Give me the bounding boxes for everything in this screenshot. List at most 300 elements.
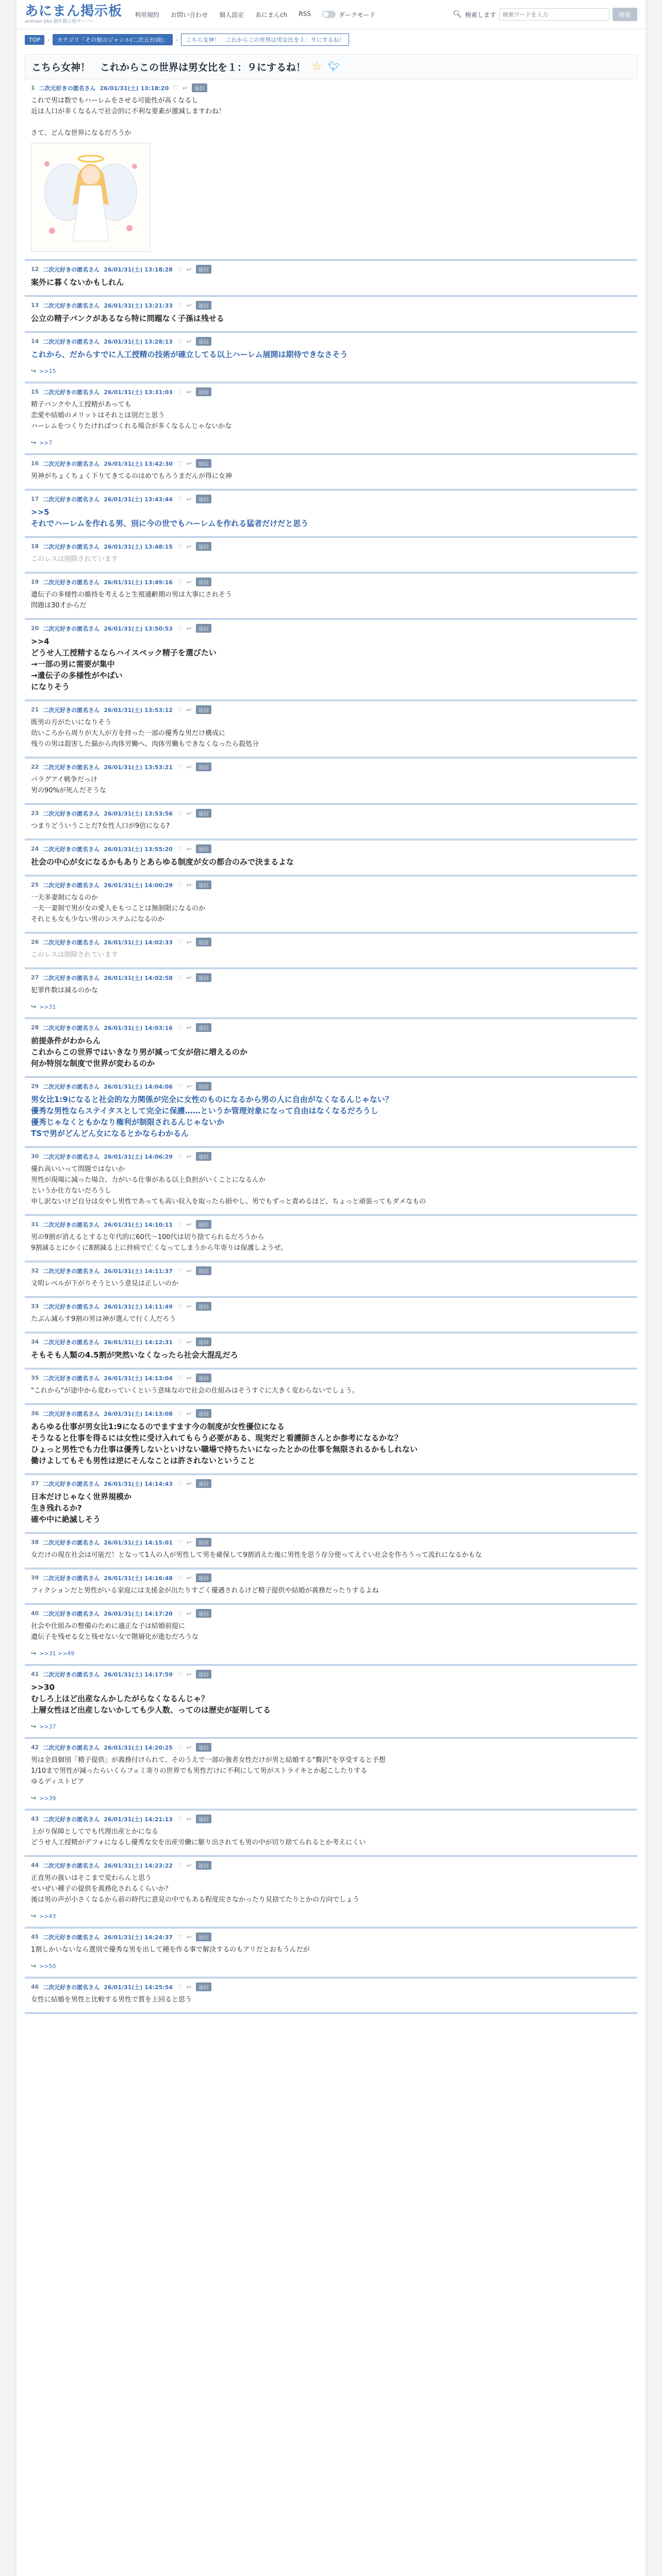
- reply-button[interactable]: 返信: [196, 1302, 211, 1311]
- reply-icon[interactable]: ↩: [186, 624, 192, 632]
- post-item: [25, 758, 637, 805]
- reply-ref-link[interactable]: >>50: [39, 1962, 56, 1970]
- post-list: [16, 79, 646, 2014]
- post-number[interactable]: 19: [31, 579, 39, 585]
- reply-button[interactable]: 返信: [196, 1023, 211, 1032]
- reply-icon[interactable]: ↩: [186, 1024, 192, 1031]
- good-icon[interactable]: ♡: [176, 265, 183, 273]
- good-icon[interactable]: ♡: [176, 1374, 183, 1382]
- reply-arrow-icon: ↪: [31, 1794, 37, 1802]
- post-number[interactable]: 42: [31, 1744, 39, 1751]
- reply-icon[interactable]: ↩: [186, 1609, 192, 1617]
- post-number[interactable]: 28: [31, 1024, 39, 1031]
- good-icon[interactable]: ♡: [176, 1267, 183, 1275]
- reply-icon[interactable]: ↩: [186, 1410, 192, 1417]
- reply-button[interactable]: 返信: [196, 1815, 211, 1823]
- reply-ref-link[interactable]: >>7: [39, 439, 53, 446]
- poster-name: 二次元好きの匿名さん: [43, 1610, 100, 1617]
- post-date: 26/01/31(土) 14:04:06: [104, 1083, 173, 1090]
- dark-mode-label: ダークモード: [338, 11, 376, 19]
- post-item: [25, 876, 637, 934]
- post-date: 26/01/31(土) 14:24:37: [104, 1934, 173, 1941]
- reply-button[interactable]: 返信: [196, 624, 211, 633]
- breadcrumb-top[interactable]: TOP: [25, 35, 44, 45]
- reply-icon[interactable]: ↩: [186, 1983, 192, 1991]
- post-meta: [31, 1409, 631, 1418]
- post-item: [25, 1928, 637, 1978]
- reply-arrow-icon: ↪: [31, 439, 37, 446]
- reply-button[interactable]: 返信: [196, 301, 211, 310]
- post-number[interactable]: 37: [31, 1480, 39, 1487]
- reply-button[interactable]: 返信: [196, 387, 211, 396]
- post-meta: [31, 459, 631, 468]
- poster-name: 二次元好きの匿名さん: [43, 1083, 100, 1090]
- post-meta: [31, 387, 631, 396]
- good-icon[interactable]: ♡: [176, 1302, 183, 1310]
- good-icon[interactable]: ♡: [176, 881, 183, 889]
- reply-icon[interactable]: ↩: [186, 578, 192, 586]
- reply-icon[interactable]: ↩: [186, 706, 192, 714]
- reply-icon[interactable]: ↩: [186, 1302, 192, 1310]
- poster-name: 二次元好きの匿名さん: [43, 1221, 100, 1228]
- post-meta: [31, 1982, 631, 1991]
- reply-icon[interactable]: ↩: [186, 1538, 192, 1546]
- post-date: 26/01/31(土) 14:11:49: [104, 1303, 173, 1310]
- post-number[interactable]: 29: [31, 1083, 39, 1090]
- good-icon[interactable]: ♡: [176, 1410, 183, 1417]
- nav-settings[interactable]: 個人設定: [219, 11, 244, 19]
- good-icon[interactable]: ♡: [176, 809, 183, 817]
- post-body: 正直男の扱いはそこまで変わらんと思う せいぜい種子の提供を義務化されるくらいか？ 後は男の声が小さくなるから前の時代に意見の中でもある程度戻さなかったり見捨てたりとかの方向でしょう: [31, 1874, 360, 1904]
- reply-button[interactable]: 返信: [196, 495, 211, 503]
- reply-icon[interactable]: ↩: [186, 1670, 192, 1678]
- post-meta: [31, 705, 631, 714]
- post-body: これから、だからすでに人工授精の技術が確立してる以上ハーレム展開は期待できなさそう: [31, 350, 348, 359]
- good-icon[interactable]: ♡: [176, 1221, 183, 1228]
- poster-name: 二次元好きの匿名さん: [43, 1267, 100, 1275]
- reply-button[interactable]: 返信: [196, 762, 211, 771]
- reply-icon[interactable]: ↩: [186, 1267, 192, 1275]
- post-date: 26/01/31(土) 14:12:31: [104, 1338, 173, 1346]
- poster-name: 二次元好きの匿名さん: [43, 1984, 100, 1991]
- reply-icon[interactable]: ↩: [186, 974, 192, 981]
- post-number[interactable]: 24: [31, 845, 39, 852]
- poster-name: 二次元好きの匿名さん: [39, 84, 96, 92]
- post-number[interactable]: 12: [31, 266, 39, 273]
- reply-icon[interactable]: ↩: [186, 1743, 192, 1751]
- reply-button[interactable]: 返信: [196, 578, 211, 586]
- dark-mode-toggle[interactable]: [322, 10, 376, 19]
- post-item: [25, 1216, 637, 1262]
- post-meta: [31, 1609, 631, 1618]
- post-number[interactable]: 15: [31, 388, 39, 395]
- post-meta: [31, 301, 631, 310]
- reply-icon[interactable]: ↩: [183, 84, 188, 92]
- post-item: [25, 840, 637, 876]
- poster-name: 二次元好きの匿名さん: [43, 338, 100, 345]
- post-meta: [31, 83, 631, 92]
- reply-button[interactable]: 返信: [196, 938, 211, 946]
- reply-button[interactable]: 返信: [196, 337, 211, 346]
- nav-animanch[interactable]: あにまんch: [255, 11, 288, 19]
- post-body: このレスは削除されています: [31, 555, 118, 563]
- reply-ref-link[interactable]: >>43: [39, 1912, 56, 1920]
- reply-arrow-icon: ↪: [31, 367, 37, 375]
- post-item: [25, 1333, 637, 1369]
- post-number[interactable]: 30: [31, 1153, 39, 1160]
- breadcrumb-thread[interactable]: こちら女神！ これからこの世界は男女比を１：９にするね！: [181, 33, 349, 46]
- reply-button[interactable]: 返信: [196, 1220, 211, 1229]
- post-number[interactable]: 38: [31, 1539, 39, 1546]
- good-icon[interactable]: ♡: [176, 495, 183, 503]
- post-date: 26/01/31(土) 13:31:03: [104, 388, 173, 396]
- reply-icon[interactable]: ↩: [186, 1338, 192, 1346]
- reply-button[interactable]: 返信: [196, 809, 211, 818]
- reply-icon[interactable]: ↩: [186, 845, 192, 853]
- poster-name: 二次元好きの匿名さん: [43, 1816, 100, 1823]
- good-icon[interactable]: ♡: [176, 1743, 183, 1751]
- poster-name: 二次元好きの匿名さん: [43, 1303, 100, 1310]
- twitter-share-icon[interactable]: 🐦︎: [328, 61, 340, 72]
- post-body: 男神がちょくちょく下りてきてるのはめでもろうまだんが得に女神: [31, 472, 233, 480]
- good-icon[interactable]: ♡: [176, 1082, 183, 1090]
- post-body: >>5 それでハーレムを作れる男、別に今の世でもハーレムを作れる猛者だけだと思う: [31, 507, 309, 528]
- post-meta: [31, 578, 631, 586]
- poster-name: 二次元好きの匿名さん: [43, 1338, 100, 1346]
- reply-ref-link[interactable]: >>31: [39, 1003, 56, 1010]
- reply-button[interactable]: 返信: [192, 83, 207, 92]
- post-number[interactable]: 40: [31, 1610, 39, 1617]
- post-item: [25, 538, 637, 573]
- post-body: たぶん減らす9割の男は神が選んで行く人だろう: [31, 1315, 176, 1323]
- post-date: 26/01/31(土) 14:00:29: [104, 882, 173, 889]
- post-meta: [31, 938, 631, 946]
- search-input[interactable]: [499, 8, 609, 21]
- post-number[interactable]: 18: [31, 543, 39, 550]
- toggle-switch[interactable]: [322, 11, 336, 18]
- poster-name: 二次元好きの匿名さん: [43, 1410, 100, 1417]
- reply-icon[interactable]: ↩: [186, 1082, 192, 1090]
- post-date: 26/01/31(土) 13:53:12: [104, 706, 173, 714]
- post-number[interactable]: 32: [31, 1267, 39, 1274]
- reply-icon[interactable]: ↩: [186, 1861, 192, 1869]
- reply-button[interactable]: 返信: [196, 542, 211, 551]
- reply-icon[interactable]: ↩: [186, 337, 192, 345]
- good-icon[interactable]: ♡: [176, 460, 183, 467]
- post-number[interactable]: 31: [31, 1221, 39, 1228]
- post-number[interactable]: 14: [31, 338, 39, 345]
- reply-icon[interactable]: ↩: [186, 301, 192, 309]
- post-meta: [31, 337, 631, 346]
- post-number[interactable]: 25: [31, 882, 39, 888]
- reply-button[interactable]: 返信: [196, 1082, 211, 1091]
- reply-icon[interactable]: ↩: [186, 495, 192, 503]
- reply-ref-link[interactable]: >>15: [39, 367, 56, 375]
- post-body: 公立の精子バンクがあるなら特に問題なく子孫は残せる: [31, 314, 224, 323]
- reply-ref-link[interactable]: >>37: [39, 1723, 56, 1730]
- poster-name: 二次元好きの匿名さん: [43, 1862, 100, 1869]
- post-number[interactable]: 39: [31, 1574, 39, 1581]
- post-item: [25, 455, 637, 490]
- good-icon[interactable]: ♡: [176, 1983, 183, 1991]
- nav-rss[interactable]: RSS: [299, 10, 311, 18]
- post-date: 26/01/31(土) 13:18:20: [100, 84, 169, 92]
- reply-button[interactable]: 返信: [196, 1743, 211, 1752]
- reply-icon[interactable]: ↩: [186, 1933, 192, 1941]
- post-date: 26/01/31(土) 14:06:29: [104, 1153, 173, 1160]
- reply-button[interactable]: 返信: [196, 1409, 211, 1418]
- post-date: 26/01/31(土) 14:20:25: [104, 1744, 173, 1751]
- post-number[interactable]: 45: [31, 1934, 39, 1940]
- post-meta: [31, 1861, 631, 1870]
- post-item: [25, 1605, 637, 1666]
- reply-button[interactable]: 返信: [196, 973, 211, 982]
- reply-references: [31, 1794, 631, 1802]
- breadcrumb-separator: ›: [47, 36, 50, 43]
- reply-ref-link[interactable]: >>31 >>49: [39, 1650, 75, 1657]
- good-icon[interactable]: ♡: [176, 578, 183, 586]
- post-meta: [31, 542, 631, 551]
- post-item: [25, 383, 637, 455]
- post-date: 26/01/31(土) 13:18:28: [104, 266, 173, 273]
- post-item: [25, 1148, 637, 1216]
- reply-button[interactable]: 返信: [196, 1933, 211, 1941]
- poster-name: 二次元好きの匿名さん: [43, 706, 100, 714]
- post-item: [25, 969, 637, 1019]
- post-body: 上がり保障としてでも代理出産とかになる どうせ人工授精がデフォになるし優秀な女を出産労働に駆り出されても男の中が切り捨てられるとか考えにくい: [31, 1828, 366, 1846]
- reply-arrow-icon: ↪: [31, 1723, 37, 1730]
- reply-button[interactable]: 返信: [196, 705, 211, 714]
- nav-contact[interactable]: お問い合わせ: [171, 11, 208, 19]
- logo-title: あにまん掲示板: [25, 4, 123, 19]
- post-meta: [31, 1023, 631, 1032]
- good-icon[interactable]: ♡: [176, 301, 183, 309]
- breadcrumb: [16, 29, 646, 50]
- post-body: 男は全員個別「精子提供」が義務付けられて、そのうえで一部の強者女性だけが男と結婚する"贅沢"を享受すると予想 1/10まで男性が減ったらいくらフェミ寄りの世界でも男性だけに不利にして男がストライキとか起こしたりする ゆるディストピア: [31, 1756, 386, 1786]
- post-item: [25, 1475, 637, 1534]
- post-meta: [31, 495, 631, 503]
- good-icon[interactable]: ♡: [176, 845, 183, 853]
- post-meta: [31, 880, 631, 889]
- post-meta: [31, 1538, 631, 1547]
- post-body: つまりどういうことだ?女性人口が9倍になる?: [31, 822, 170, 830]
- post-meta: [31, 1479, 631, 1488]
- search-icon: 🔍︎: [453, 10, 462, 19]
- reply-button[interactable]: 返信: [196, 459, 211, 468]
- post-item: [25, 1857, 637, 1928]
- reply-button[interactable]: 返信: [196, 844, 211, 853]
- post-date: 26/01/31(土) 13:28:13: [104, 338, 173, 345]
- post-meta: [31, 1302, 631, 1311]
- reply-icon[interactable]: ↩: [186, 809, 192, 817]
- reply-button[interactable]: 返信: [196, 1479, 211, 1488]
- reply-icon[interactable]: ↩: [186, 543, 192, 550]
- post-meta: [31, 1082, 631, 1091]
- reply-icon[interactable]: ↩: [186, 1480, 192, 1487]
- post-meta: [31, 1152, 631, 1161]
- post-number[interactable]: 21: [31, 706, 39, 713]
- reply-icon[interactable]: ↩: [186, 1153, 192, 1160]
- good-icon[interactable]: ♡: [176, 1933, 183, 1941]
- good-icon[interactable]: ♡: [176, 1609, 183, 1617]
- reply-icon[interactable]: ↩: [186, 265, 192, 273]
- nav-terms[interactable]: 利用規約: [135, 11, 160, 19]
- post-item: [25, 805, 637, 840]
- reply-button[interactable]: 返信: [196, 1670, 211, 1679]
- post-date: 26/01/31(土) 14:02:33: [104, 939, 173, 946]
- post-meta: [31, 624, 631, 633]
- good-icon[interactable]: ♡: [176, 624, 183, 632]
- post-body: 女だけの現在社会は可能だ！となって1人の人が男性して男を確保して9割消えた後に男性を思う存分使ってえぐい社会を作ろうって流れになるかもな: [31, 1551, 482, 1559]
- post-date: 26/01/31(土) 14:02:58: [104, 974, 173, 981]
- good-icon[interactable]: ♡: [176, 1815, 183, 1823]
- post-date: 26/01/31(土) 14:14:43: [104, 1480, 173, 1487]
- good-icon[interactable]: ♡: [176, 337, 183, 345]
- reply-icon[interactable]: ↩: [186, 1221, 192, 1228]
- good-icon[interactable]: ♡: [176, 938, 183, 946]
- post-meta: [31, 809, 631, 818]
- favorite-star-icon[interactable]: ☆: [312, 60, 322, 73]
- post-date: 26/01/31(土) 13:49:16: [104, 579, 173, 586]
- good-icon[interactable]: ♡: [176, 974, 183, 981]
- post-item: [25, 1078, 637, 1148]
- thread-title-bar: [25, 54, 637, 79]
- post-body: 男女比1:9になると社会的な力関係が完全に女性のものになるから男の人に自由がなくなるんじゃない？ 優秀な男性ならステイタスとして完全に保護……というか管理対象になって自由はなくなるだろうし 優秀じゃなくともかなり権利が制限されるんじゃないか TSで男がどんどん女になるとかならわかるん: [31, 1095, 393, 1138]
- post-body: 社会の中心が女になるかもありとあらゆる制度が女の都合のみで決まるよな: [31, 857, 294, 867]
- post-number[interactable]: 20: [31, 625, 39, 632]
- good-icon[interactable]: ♡: [176, 706, 183, 714]
- post-date: 26/01/31(土) 14:17:59: [104, 1671, 173, 1678]
- breadcrumb-category[interactable]: カテゴリ「その他のジャンル(二次元台詞)」: [53, 34, 173, 45]
- good-icon[interactable]: ♡: [176, 1480, 183, 1487]
- poster-name: 二次元好きの匿名さん: [43, 460, 100, 467]
- post-number[interactable]: 1: [31, 84, 35, 91]
- reply-arrow-icon: ↪: [31, 1650, 37, 1657]
- post-body: 遺伝子の多様性の維持を考えると生殖適齢期の男は大事にされそう 問題は30才からだ: [31, 591, 233, 609]
- post-body: 文明レベルが下がりそうという意見は正しいのか: [31, 1280, 179, 1287]
- post-number[interactable]: 34: [31, 1338, 39, 1345]
- poster-name: 二次元好きの匿名さん: [43, 302, 100, 309]
- good-icon[interactable]: ♡: [176, 1153, 183, 1160]
- reply-button[interactable]: 返信: [196, 265, 211, 274]
- reply-icon[interactable]: ↩: [186, 388, 192, 396]
- good-icon[interactable]: ♡: [176, 1861, 183, 1869]
- post-date: 26/01/31(土) 13:21:33: [104, 302, 173, 309]
- good-icon[interactable]: ♡: [176, 1024, 183, 1031]
- poster-name: 二次元好きの匿名さん: [43, 1934, 100, 1941]
- post-number[interactable]: 35: [31, 1375, 39, 1381]
- post-number[interactable]: 13: [31, 302, 39, 309]
- poster-name: 二次元好きの匿名さん: [43, 810, 100, 817]
- post-number[interactable]: 22: [31, 764, 39, 770]
- good-icon[interactable]: ♡: [176, 1574, 183, 1582]
- poster-name: 二次元好きの匿名さん: [43, 974, 100, 981]
- post-item: [25, 79, 637, 261]
- post-number[interactable]: 17: [31, 496, 39, 502]
- reply-icon[interactable]: ↩: [186, 881, 192, 889]
- post-meta: [31, 1815, 631, 1823]
- reply-references: [31, 1723, 631, 1730]
- post-meta: [31, 844, 631, 853]
- reply-ref-link[interactable]: >>39: [39, 1794, 56, 1802]
- post-date: 26/01/31(土) 14:16:48: [104, 1574, 173, 1582]
- post-number[interactable]: 33: [31, 1303, 39, 1310]
- good-icon[interactable]: ♡: [176, 1338, 183, 1346]
- post-number[interactable]: 16: [31, 460, 39, 467]
- post-date: 26/01/31(土) 14:17:20: [104, 1610, 173, 1617]
- reply-icon[interactable]: ↩: [186, 938, 192, 946]
- reply-button[interactable]: 返信: [196, 1337, 211, 1346]
- post-number[interactable]: 41: [31, 1671, 39, 1677]
- site-logo[interactable]: [25, 5, 122, 24]
- post-number[interactable]: 27: [31, 974, 39, 981]
- poster-name: 二次元好きの匿名さん: [43, 882, 100, 889]
- reply-button[interactable]: 返信: [196, 1861, 211, 1870]
- reply-icon[interactable]: ↩: [186, 460, 192, 467]
- post-body: 1割しかいないなら選別で優秀な男を出して種を作る事で解決するのもアリだとおもうんだが: [31, 1946, 310, 1954]
- good-icon[interactable]: ♡: [176, 388, 183, 396]
- reply-icon[interactable]: ↩: [186, 763, 192, 771]
- reply-button[interactable]: 返信: [196, 1538, 211, 1547]
- post-number[interactable]: 46: [31, 1984, 39, 1990]
- reply-button[interactable]: 返信: [196, 1152, 211, 1161]
- good-icon[interactable]: ♡: [176, 763, 183, 771]
- post-number[interactable]: 23: [31, 810, 39, 817]
- good-icon[interactable]: ♡: [176, 1538, 183, 1546]
- search-button[interactable]: 検索: [613, 8, 637, 21]
- reply-icon[interactable]: ↩: [186, 1815, 192, 1823]
- post-body: あらゆる仕事が男女比1:9になるのでますます今の制度が女性優位になる そうなると仕事を得るには女性に受け入れてもらう必要がある、現実だと看護師さんとか参考になるかな？ ひょっと男性でも力仕事は優秀しないといけない職場で持ちたいになったとかの仕事を無限されるかもしれない 働けよしてもそも男性は逆にそんなことは許されないということ: [31, 1422, 418, 1465]
- post-date: 26/01/31(土) 13:48:15: [104, 543, 173, 550]
- reply-references: [31, 1912, 631, 1920]
- poster-name: 二次元好きの匿名さん: [43, 266, 100, 273]
- reply-icon[interactable]: ↩: [186, 1374, 192, 1382]
- post-item: [25, 1019, 637, 1078]
- reply-button[interactable]: 返信: [196, 1982, 211, 1991]
- reply-button[interactable]: 返信: [196, 880, 211, 889]
- post-item: [25, 297, 637, 333]
- post-number[interactable]: 43: [31, 1816, 39, 1822]
- reply-button[interactable]: 返信: [196, 1573, 211, 1582]
- post-item: [25, 1534, 637, 1569]
- site-header: [16, 0, 646, 29]
- top-nav: [135, 10, 311, 19]
- logo-subtitle: animan bbs 創作掲示板サーバー: [25, 19, 95, 24]
- post-body: 犯罪件数は減るのかな: [31, 987, 98, 994]
- post-number[interactable]: 36: [31, 1410, 39, 1417]
- post-body: これで男は数でもハーレムをさせる可能性が高くなるし 近は人口が多くなるんで社会的に不利な要素が激減しますわね！ さて、どんな世界になるだろうか: [31, 97, 226, 137]
- post-item: [25, 620, 637, 701]
- post-meta: [31, 1743, 631, 1752]
- reply-button[interactable]: 返信: [196, 1374, 211, 1382]
- post-item: [25, 1569, 637, 1605]
- good-icon[interactable]: ♡: [176, 1670, 183, 1678]
- good-icon[interactable]: ♡: [176, 543, 183, 550]
- reply-icon[interactable]: ↩: [186, 1574, 192, 1582]
- post-date: 26/01/31(土) 13:42:30: [104, 460, 173, 467]
- post-body: >>30 むしろ上ほど出産なんかしたがらなくなるんじゃ？ 上層女性ほど出産しないかしても少人数、ってのは歴史が証明してる: [31, 1683, 271, 1715]
- post-number[interactable]: 44: [31, 1862, 39, 1869]
- post-number[interactable]: 26: [31, 939, 39, 945]
- post-image[interactable]: [31, 143, 151, 252]
- post-meta: [31, 1670, 631, 1679]
- post-date: 26/01/31(土) 13:53:56: [104, 810, 173, 817]
- good-icon[interactable]: ♡: [173, 84, 178, 92]
- reply-button[interactable]: 返信: [196, 1266, 211, 1275]
- poster-name: 二次元好きの匿名さん: [43, 1574, 100, 1582]
- reply-button[interactable]: 返信: [196, 1609, 211, 1618]
- post-meta: [31, 973, 631, 982]
